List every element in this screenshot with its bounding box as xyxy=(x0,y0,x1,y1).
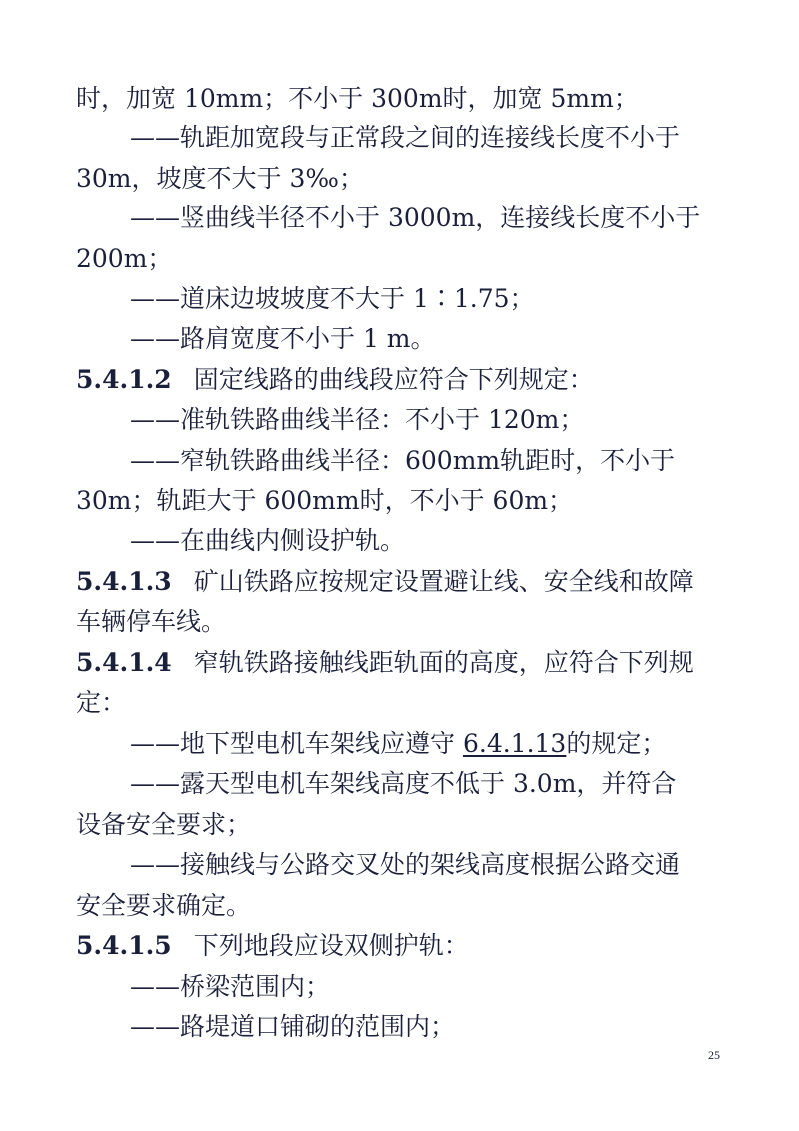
section-text: 下列地段应设双侧护轨： xyxy=(193,931,469,960)
section-text: 固定线路的曲线段应符合下列规定： xyxy=(193,365,594,394)
section-5-4-1-2 xyxy=(0,365,799,395)
text-line: 车辆停车线。 xyxy=(76,607,227,636)
section-text: 窄轨铁路接触线距轨面的高度，应符合下列规 xyxy=(193,648,694,677)
text-line: 安全要求确定。 xyxy=(76,891,252,920)
section-text: 矿山铁路应按规定设置避让线、安全线和故障 xyxy=(193,567,694,596)
text-line: 30m；轨距大于 600mm时，不小于 60m； xyxy=(76,486,574,515)
list-item: ——露天型电机车架线高度不低于 3.0m，并符合 xyxy=(130,769,677,798)
list-item: ——准轨铁路曲线半径：不小于 120m； xyxy=(130,405,585,434)
text-line: 200m； xyxy=(76,244,173,273)
list-item-text: 的规定； xyxy=(566,729,667,758)
section-number: 5.4.1.2 xyxy=(76,365,172,394)
section-5-4-1-3 xyxy=(0,567,799,597)
list-item: ——桥梁范围内； xyxy=(130,972,331,1001)
list-item: ——轨距加宽段与正常段之间的连接线长度不小于 xyxy=(130,123,681,152)
page-number: 25 xyxy=(708,1048,720,1062)
section-5-4-1-5 xyxy=(0,931,799,961)
list-item: ——窄轨铁路曲线半径：600mm轨距时，不小于 xyxy=(130,446,676,475)
text-line: 定： xyxy=(76,688,127,717)
section-number: 5.4.1.4 xyxy=(76,648,172,677)
list-item-text: ——地下型电机车架线应遵守 xyxy=(130,729,456,758)
list-item: ——路堤道口铺砌的范围内； xyxy=(130,1012,456,1041)
list-item: ——竖曲线半径不小于 3000m，连接线长度不小于 xyxy=(130,203,701,232)
list-item: ——道床边坡坡度不大于 1∶1.75； xyxy=(130,284,535,313)
list-item: ——在曲线内侧设护轨。 xyxy=(130,526,406,555)
cross-reference-link[interactable]: 6.4.1.13 xyxy=(462,729,567,758)
text-line: 时，加宽 10mm；不小于 300m时，加宽 5mm； xyxy=(76,84,639,113)
text-line: 30m，坡度不大于 3‰； xyxy=(76,164,364,193)
section-number: 5.4.1.3 xyxy=(76,567,172,596)
list-item xyxy=(0,729,799,759)
section-number: 5.4.1.5 xyxy=(76,931,172,960)
text-line: 设备安全要求； xyxy=(76,810,252,839)
list-item: ——接触线与公路交叉处的架线高度根据公路交通 xyxy=(130,850,681,879)
section-5-4-1-4 xyxy=(0,648,799,678)
list-item: ——路肩宽度不小于 1 m。 xyxy=(130,324,436,353)
